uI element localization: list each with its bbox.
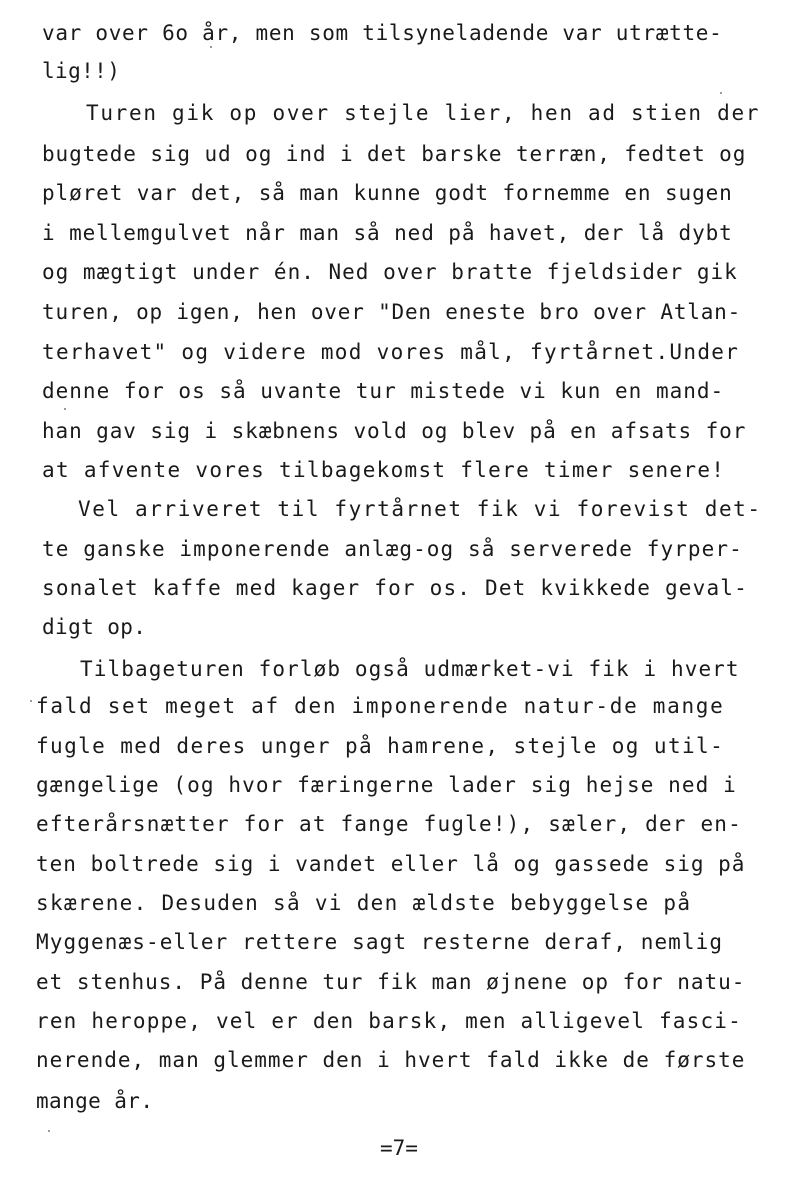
text-line: denne for os så uvante tur mistede vi kun en mand- [42, 379, 725, 403]
text-line: og mægtigt under én. Ned over bratte fjeldsider gik [42, 260, 738, 284]
text-line: lig!!) [42, 59, 121, 83]
text-line: at afvente vores tilbagekomst flere timer senere! [42, 458, 726, 482]
scan-speck [64, 408, 66, 410]
text-line: fald set meget af den imponerende natur-de mange [36, 694, 725, 718]
text-line: i mellemgulvet når man så ned på havet, der lå dybt [42, 221, 733, 245]
text-line: ren heroppe, vel er den barsk, men alligevel fasci- [36, 1009, 742, 1033]
page-number: =7= [380, 1136, 418, 1160]
text-line: pløret var det, så man kunne godt fornemme en sugen [42, 181, 733, 205]
text-line: ten boltrede sig i vandet eller lå og gassede sig på [36, 852, 746, 876]
text-line: efterårsnætter for at fange fugle!), sæler, der en- [36, 812, 742, 836]
text-line: skærene. Desuden så vi den ældste bebyggelse på [36, 891, 692, 915]
text-line: sonalet kaffe med kager for os. Det kvikkede geval- [42, 576, 748, 600]
scan-speck [210, 46, 212, 48]
text-line: Myggenæs-eller rettere sagt resterne deraf, nemlig [36, 930, 724, 954]
text-line: han gav sig i skæbnens vold og blev på en afsats for [42, 419, 747, 443]
text-line: fugle med deres unger på hamrene, stejle og util- [36, 734, 725, 758]
text-line: bugtede sig ud og ind i det barske terræn, fedtet og [42, 142, 747, 166]
text-line: turen, op igen, hen over "Den eneste bro over Atlan- [42, 300, 742, 324]
scan-speck [720, 92, 722, 94]
text-line: Vel arriveret til fyrtårnet fik vi forevist det- [78, 497, 762, 521]
text-line: nerende, man glemmer den i hvert fald ikke de første [36, 1048, 746, 1072]
text-line: terhavet" og videre mod vores mål, fyrtårnet.Under [42, 340, 740, 364]
text-line: te ganske imponerende anlæg-og så serverede fyrper- [42, 537, 743, 561]
text-line: Tilbageturen forløb også udmærket-vi fik i hvert [80, 657, 740, 681]
text-line: digt op. [42, 615, 147, 639]
text-line: var over 6o år, men som tilsyneladende var utrætte- [42, 21, 723, 45]
text-line: gængelige (og hvor færingerne lader sig hejse ned i [36, 773, 737, 797]
scan-speck [48, 1130, 50, 1132]
text-line: et stenhus. På denne tur fik man øjnene op for natu- [36, 970, 746, 994]
scan-speck [30, 700, 32, 702]
text-line: Turen gik op over stejle lier, hen ad stien der [86, 101, 761, 125]
text-line: mange år. [36, 1089, 154, 1113]
